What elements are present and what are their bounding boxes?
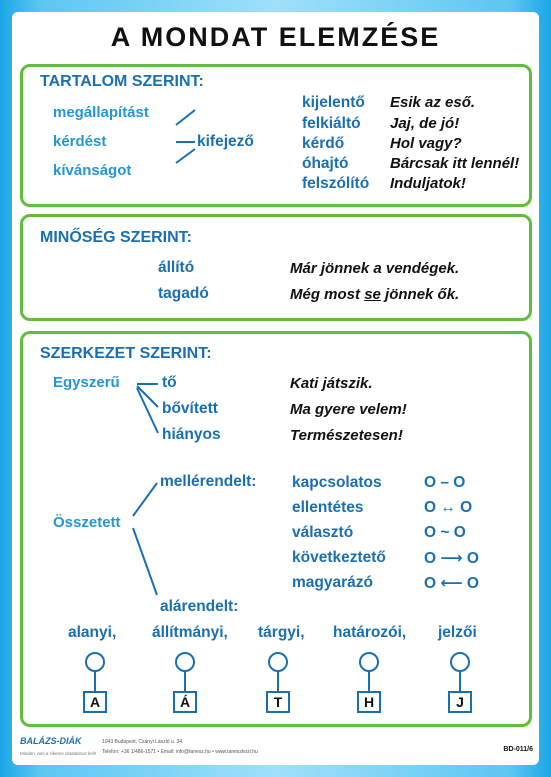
- sub-type-letter: T: [266, 691, 290, 713]
- sub-type-letter: H: [357, 691, 381, 713]
- clause-circle-icon: [268, 652, 288, 672]
- footer-contact: Telefon: +36 1/486-1571 • Email: info@tanesz.hu • www.taneszkozi.hu: [102, 749, 258, 755]
- tartalom-connector-kifejezo: kifejező: [197, 133, 254, 150]
- sub-type-label: tárgyi,: [258, 624, 305, 641]
- tartalom-heading: TARTALOM SZERINT:: [40, 73, 204, 90]
- alarendelt-label: alárendelt:: [160, 598, 239, 615]
- minoseg-label-tagado: tagadó: [158, 285, 209, 302]
- type-example: Bárcsak itt lennél!: [390, 155, 520, 172]
- footer: [12, 732, 539, 765]
- osszetett-label: Összetett: [53, 514, 121, 531]
- sub-type-label: alanyi,: [68, 624, 117, 641]
- sub-type-label: határozói,: [333, 624, 407, 641]
- simple-type-example: Kati játszik.: [290, 375, 373, 392]
- coord-symbol: O ↔ O: [424, 499, 473, 516]
- simple-type-label: tő: [162, 374, 177, 391]
- sub-type-letter: Á: [173, 691, 197, 713]
- clause-circle-icon: [175, 652, 195, 672]
- minoseg-heading: MINŐSÉG SZERINT:: [40, 229, 193, 246]
- coord-symbol: O ⟶ O: [424, 550, 479, 567]
- type-example: Jaj, de jó!: [390, 115, 460, 132]
- tartalom-item-megallapitast: megállapítást: [53, 104, 149, 121]
- minoseg-example-tagado: Még most se jönnek ők.: [290, 286, 460, 303]
- clause-stem: [94, 671, 96, 691]
- clause-circle-icon: [85, 652, 105, 672]
- simple-type-label: hiányos: [162, 426, 221, 443]
- type-label: felkiáltó: [302, 115, 361, 132]
- coord-type-label: kapcsolatos: [292, 474, 382, 491]
- coord-type-label: következtető: [292, 549, 386, 566]
- brand-tagline: Minden, ami a sikeres oktatáshoz kell!: [20, 751, 97, 756]
- type-label: felszólító: [302, 175, 370, 192]
- tartalom-item-kivansagot: kívánságot: [53, 162, 132, 179]
- type-example: Hol vagy?: [390, 135, 462, 152]
- tartalom-item-kerdest: kérdést: [53, 133, 107, 150]
- type-label: óhajtó: [302, 155, 349, 172]
- mellerendelt-label: mellérendelt:: [160, 473, 257, 490]
- sub-type-letter: J: [448, 691, 472, 713]
- clause-circle-icon: [450, 652, 470, 672]
- egyszeru-label: Egyszerű: [53, 374, 120, 391]
- clause-stem: [459, 671, 461, 691]
- minoseg-example-allito: Már jönnek a vendégek.: [290, 260, 460, 277]
- coord-type-label: magyarázó: [292, 574, 373, 591]
- page-title: A MONDAT ELEMZÉSE: [110, 22, 441, 52]
- type-example: Induljatok!: [390, 175, 466, 192]
- coord-type-label: választó: [292, 524, 354, 541]
- type-label: kérdő: [302, 135, 345, 152]
- coord-symbol: O ~ O: [424, 524, 466, 541]
- simple-type-example: Természetesen!: [290, 427, 403, 444]
- footer-address: 1043 Budapest, Csányi László u. 34.: [102, 739, 184, 745]
- szerkezet-heading: SZERKEZET SZERINT:: [40, 345, 212, 362]
- sub-type-label: állítmányi,: [152, 624, 228, 641]
- clause-circle-icon: [359, 652, 379, 672]
- coord-symbol: O ⟵ O: [424, 575, 479, 592]
- type-example: Esik az eső.: [390, 94, 476, 111]
- simple-type-example: Ma gyere velem!: [290, 401, 407, 418]
- simple-type-label: bővített: [162, 400, 218, 417]
- clause-stem: [277, 671, 279, 691]
- brand-logo: BALÁZS-DIÁK: [20, 736, 82, 746]
- coord-symbol: O – O: [424, 474, 466, 491]
- type-label: kijelentő: [302, 94, 365, 111]
- clause-stem: [184, 671, 186, 691]
- coord-type-label: ellentétes: [292, 499, 364, 516]
- product-code: BD-011/6: [503, 746, 533, 753]
- clause-stem: [368, 671, 370, 691]
- minoseg-label-allito: állító: [158, 259, 195, 276]
- sub-type-letter: A: [83, 691, 107, 713]
- sub-type-label: jelzői: [438, 624, 477, 641]
